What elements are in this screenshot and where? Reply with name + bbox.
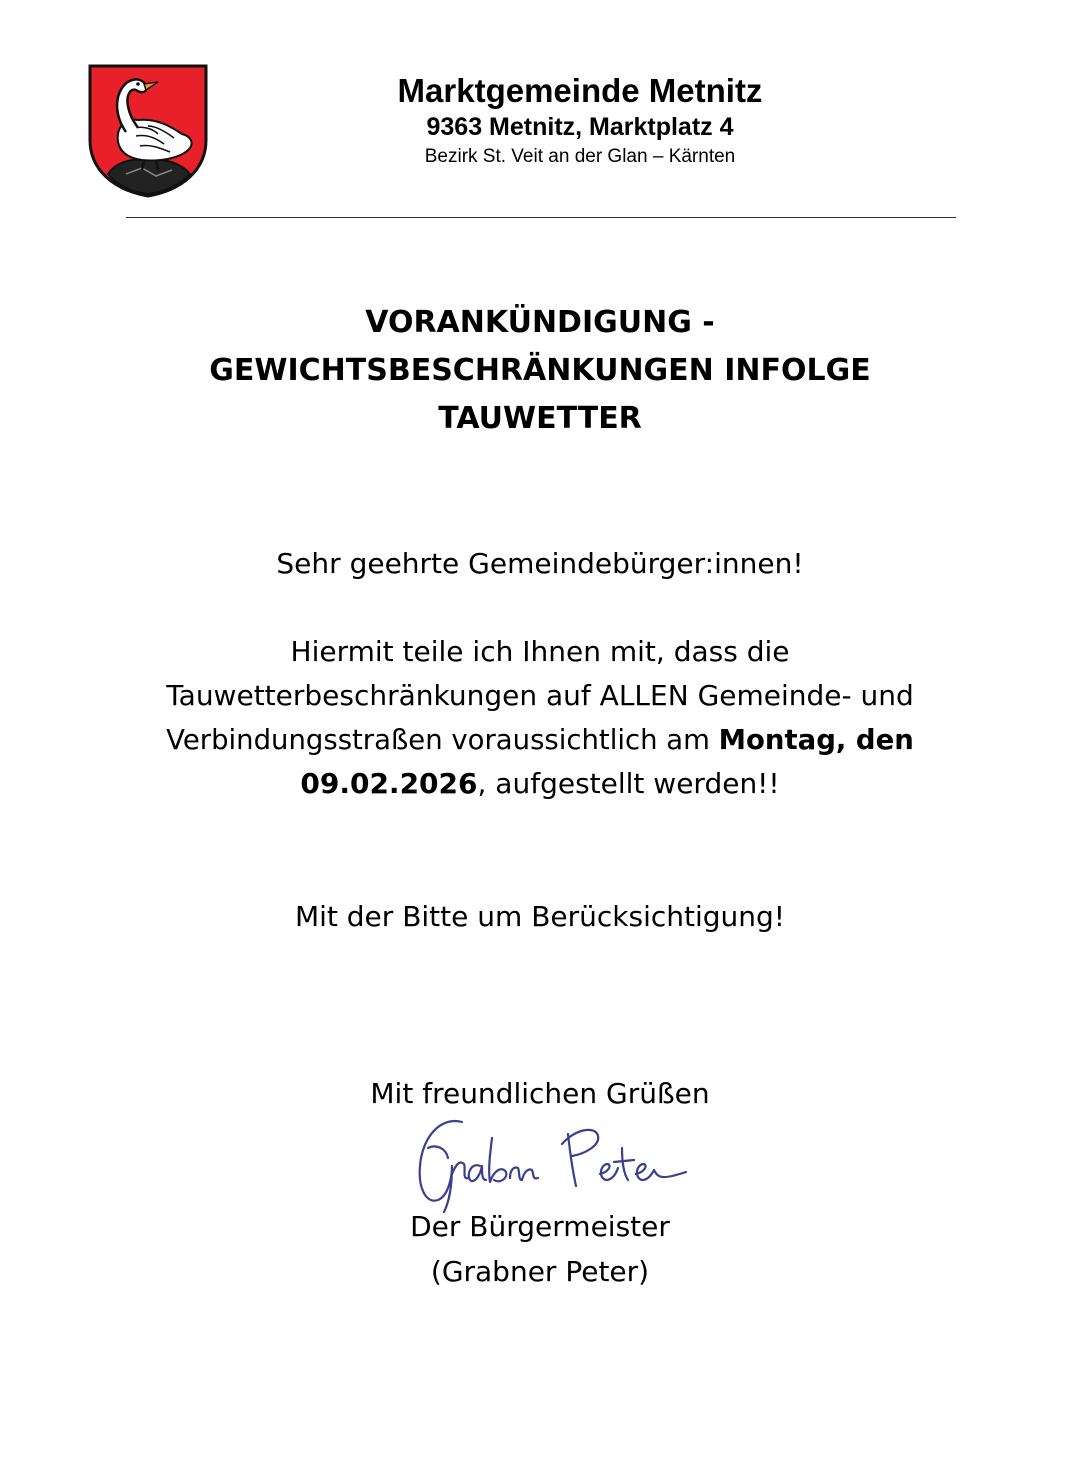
coat-of-arms-icon bbox=[86, 62, 210, 198]
document-title-line-1: VORANKÜNDIGUNG - bbox=[365, 305, 715, 340]
header-divider bbox=[126, 217, 956, 218]
signature-icon bbox=[400, 1108, 700, 1218]
announcement-date: 09.02.2026 bbox=[300, 767, 478, 800]
document-title-line-3: TAUWETTER bbox=[438, 401, 642, 436]
municipality-district: Bezirk St. Veit an der Glan – Kärnten bbox=[424, 146, 736, 167]
announcement-line-3 bbox=[60, 718, 1020, 762]
closing-greeting: Mit freundlichen Grüßen bbox=[370, 1077, 710, 1110]
announcement-line-4-text: , aufgestellt werden!! bbox=[477, 767, 780, 800]
announcement-date-weekday: Montag, den bbox=[718, 724, 914, 756]
salutation: Sehr geehrte Gemeindebürger:innen! bbox=[276, 547, 804, 580]
document-title-line-2: GEWICHTSBESCHRÄNKUNGEN INFOLGE bbox=[209, 353, 871, 388]
municipality-address: 9363 Metnitz, Marktplatz 4 bbox=[426, 113, 734, 141]
announcement-line-1: Hiermit teile ich Ihnen mit, dass die bbox=[290, 635, 790, 668]
announcement-line-2: Tauwetterbeschränkungen auf ALLEN Gemeinde- und bbox=[166, 679, 914, 712]
municipality-name: Marktgemeinde Metnitz bbox=[397, 72, 763, 109]
signatory-role: Der Bürgermeister bbox=[410, 1210, 670, 1243]
closing-request: Mit der Bitte um Berücksichtigung! bbox=[294, 900, 786, 933]
signatory-name: (Grabner Peter) bbox=[430, 1255, 650, 1288]
announcement-line-4 bbox=[60, 762, 1020, 806]
announcement-line-3-text: Verbindungsstraßen voraussichtlich am bbox=[166, 724, 719, 756]
